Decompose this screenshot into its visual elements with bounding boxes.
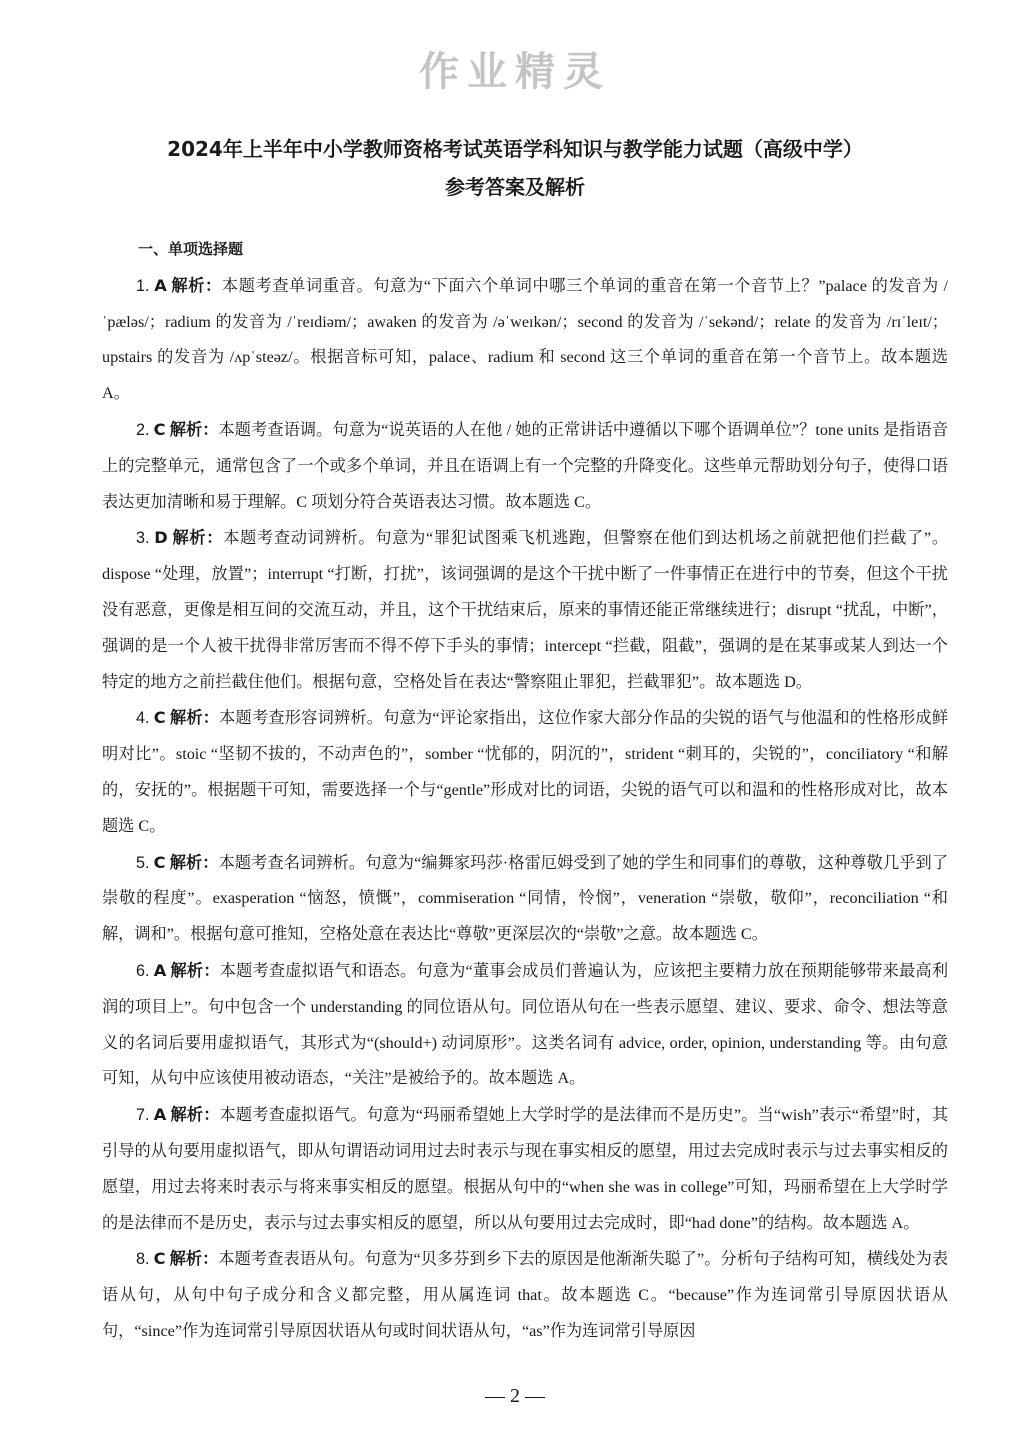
item-number: 3.: [136, 529, 150, 548]
answer-item: [102, 700, 948, 844]
item-answer: C: [153, 419, 166, 439]
item-label: 解析：: [172, 528, 224, 548]
item-label: 解析：: [170, 960, 220, 980]
item-explanation: 本题考查形容词辨析。句意为“评论家指出，这位作家大部分作品的尖锐的语气与他温和的性格形成鲜明对比”。stoic “坚韧不拔的，不动声色的”，somber “忧郁的，阴沉的”，strident “刺耳的，尖锐的”，conciliatory “和解的，安抚的”。根据题干可知，需要选择一个与“gentle”形成对比的词语，尖锐的语气可以和温和的性格形成对比，故本题选 C。: [102, 709, 949, 835]
item-explanation: 本题考查语调。句意为“说英语的人在他 / 她的正常讲话中遵循以下哪个语调单位”？tone units 是指语音上的完整单元，通常包含了一个或多个单词，并且在语调上有一个完整的升降变化。这些单元帮助划分句子，使得口语表达更加清晰和易于理解。C 项划分符合英语表达习惯。故本题选 C。: [102, 420, 949, 511]
item-explanation: 本题考查单词重音。句意为“下面六个单词中哪三个单词的重音在第一个音节上？”palace 的发音为 /ˈpæləs/；radium 的发音为 /ˈreɪdiəm/；awaken 的发音为 /əˈweɪkən/；second 的发音为 /ˈsekənd/；relate 的发音为 /rɪˈleɪt/；upstairs 的发音为 /ʌpˈsteəz/。根据音标可知，palace、radium 和 second 这三个单词的重音在第一个音节上。故本题选 A。: [102, 276, 949, 403]
item-answer: C: [153, 852, 166, 872]
page-number: — 2 —: [485, 1385, 545, 1407]
item-answer: A: [153, 1105, 167, 1125]
answer-item: [102, 520, 948, 700]
answer-item: [102, 1097, 948, 1241]
item-answer: A: [153, 960, 167, 980]
item-number: 5.: [136, 853, 150, 872]
answer-item: [102, 953, 948, 1097]
answer-item: [102, 412, 948, 520]
section-heading: 一、单项选择题: [138, 240, 244, 258]
document-title: [0, 130, 1030, 206]
item-label: 解析：: [169, 852, 219, 872]
title-line-1: 2024年上半年中小学教师资格考试英语学科知识与教学能力试题（高级中学）: [167, 137, 863, 161]
item-number: 1.: [136, 276, 150, 295]
item-label: 解析：: [170, 1105, 220, 1125]
item-number: 7.: [136, 1106, 150, 1125]
item-label: 解析：: [169, 708, 220, 728]
item-number: 8.: [136, 1250, 150, 1269]
item-explanation: 本题考查虚拟语气和语态。句意为“董事会成员们普遍认为，应该把主要精力放在预期能够带来最高利润的项目上”。句中包含一个 understanding 的同位语从句。同位语从句在一些表示愿望、建议、要求、命令、想法等意义的名词后要用虚拟语气，其形式为“(should+) 动词原形”。这类名词有 advice, order, opinion, understanding 等。由句意可知，从句中应该使用被动语态，“关注”是被给予的。故本题选 A。: [102, 961, 949, 1088]
item-explanation: 本题考查虚拟语气。句意为“玛丽希望她上大学时学的是法律而不是历史”。当“wish”表示“希望”时，其引导的从句要用虚拟语气，即从句谓语动词用过去时表示与现在事实相反的愿望，用过去完成时表示与过去事实相反的愿望，用过去将来时表示与将来事实相反的愿望。根据从句中的“when she was in college”可知，玛丽希望在上大学时学的是法律而不是历史，表示与过去事实相反的愿望，所以从句要用过去完成时，即“had done”的结构。故本题选 A。: [102, 1106, 949, 1232]
watermark: 作业精灵: [419, 49, 611, 95]
item-answer: A: [154, 275, 167, 295]
answer-list: [102, 268, 948, 1350]
item-explanation: 本题考查名词辨析。句意为“编舞家玛莎·格雷厄姆受到了她的学生和同事们的尊敬，这种尊敬几乎到了崇敬的程度”。exasperation “恼怒，愤慨”，commiseration “同情，怜悯”，veneration “崇敬，敬仰”，reconciliation “和解，调和”。根据句意可推知，空格处意在表达比“尊敬”更深层次的“崇敬”之意。故本题选 C。: [102, 853, 949, 944]
item-label: 解析：: [171, 275, 222, 295]
item-number: 4.: [136, 709, 150, 728]
item-number: 6.: [136, 961, 150, 980]
item-answer: C: [153, 708, 166, 728]
answer-item: [102, 845, 948, 953]
answer-item: [102, 1241, 948, 1349]
item-answer: D: [154, 528, 168, 548]
item-explanation: 本题考查动词辨析。句意为“罪犯试图乘飞机逃跑，但警察在他们到达机场之前就把他们拦截了”。dispose “处理，放置”；interrupt “打断，打扰”，该词强调的是这个干扰中断了一件事情正在进行中的节奏，但这个干扰没有恶意，更像是相互间的交流互动，并且，这个干扰结束后，原来的事情还能正常继续进行；disrupt “扰乱，中断”，强调的是一个人被干扰得非常厉害而不得不停下手头的事情；intercept “拦截，阻截”，强调的是在某事或某人到达一个特定的地方之前拦截住他们。根据句意，空格处旨在表达“警察阻止罪犯，拦截罪犯”。故本题选 D。: [102, 529, 949, 691]
item-answer: C: [153, 1249, 166, 1269]
item-label: 解析：: [169, 1249, 219, 1269]
answer-item: [102, 268, 948, 412]
item-label: 解析：: [169, 419, 219, 439]
answer-content: [102, 232, 948, 1350]
item-number: 2.: [136, 420, 150, 439]
item-explanation: 本题考查表语从句。句意为“贝多芬到乡下去的原因是他渐渐失聪了”。分析句子结构可知，横线处为表语从句，从句中句子成分和含义都完整，用从属连词 that。故本题选 C。“because”作为连词常引导原因状语从句，“since”作为连词常引导原因状语从句或时间状语从句，“as”作为连词常引导原因: [102, 1250, 949, 1340]
title-line-2: 参考答案及解析: [445, 175, 585, 199]
